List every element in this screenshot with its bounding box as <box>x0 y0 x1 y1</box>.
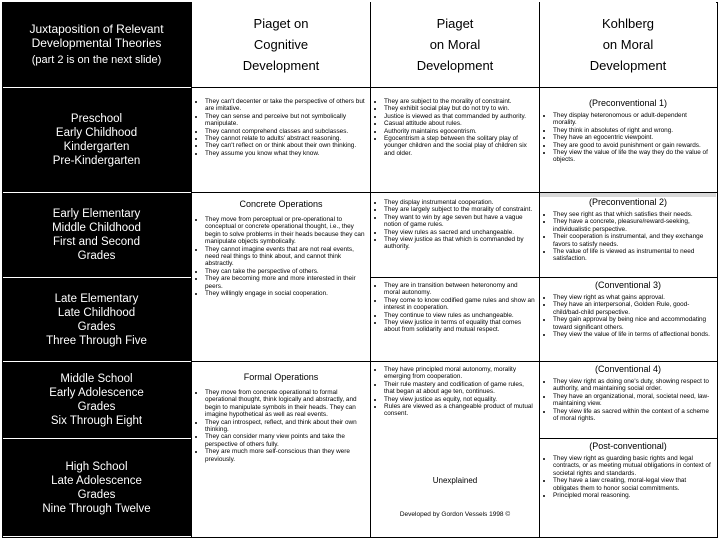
list-item: • Rules are viewed as a changeable product of mutual consent. <box>384 403 535 418</box>
list-item: • They have an egocentric viewpoint. <box>553 134 712 141</box>
list-item: • They view justice as equity, not equality. <box>384 396 535 403</box>
list-item: • They can't decenter or take the perspective of others but are imitative. <box>205 98 366 113</box>
stage-line: Six Through Eight <box>50 415 143 427</box>
kohlberg-stage4 <box>540 362 716 438</box>
piaget-moral-row1 <box>371 96 539 192</box>
concrete-title: Concrete Operations <box>239 199 323 209</box>
stage-late-elementary <box>2 278 191 361</box>
stage-line: High School <box>65 460 128 473</box>
stage-line: Grades <box>77 320 116 333</box>
list-item: • They are subject to the morality of constraint. <box>384 98 535 105</box>
unexplained-label: Unexplained <box>432 476 478 485</box>
table-note: (part 2 is on the next slide) <box>31 54 162 66</box>
piaget-moral-row4 <box>371 364 539 436</box>
list-item: • They assume you know what they know. <box>205 150 366 157</box>
kohlberg-stage4-title: (Conventional 4) <box>594 364 662 374</box>
list-item: • Their cooperation is instrumental, and they exchange favors to satisfy needs. <box>553 233 712 248</box>
list-item: • They display instrumental cooperation. <box>384 199 535 206</box>
piaget-moral-row3 <box>371 280 539 361</box>
list-item: • They display heteronomous or adult-dependent morality. <box>553 112 712 127</box>
stage-high-school <box>2 439 191 536</box>
kohlberg-stage5 <box>540 439 716 536</box>
header-piaget-line3: Development <box>416 58 494 73</box>
list-item: • They view life as sacred within the context of a scheme of moral rights. <box>553 408 712 423</box>
stage-line: Late Childhood <box>57 306 136 319</box>
list-item: • They have an organizational, moral, societal need, law-maintaining view. <box>553 393 712 408</box>
list-item: • Justice is viewed as that commanded by authority. <box>384 113 535 120</box>
list-item: • They are becoming more and more interested in their peers. <box>205 275 366 290</box>
list-item: • They view right as guarding basic rights and legal contracts, or as meeting mutual obligations in context of societal rights and standards. <box>553 455 712 477</box>
kohlberg-stage3-title: (Conventional 3) <box>594 280 662 290</box>
stage-line: First and Second <box>53 236 140 248</box>
list-item: • They can't reflect on or think about their own thinking. <box>205 142 366 149</box>
stage-line: Middle Childhood <box>52 222 141 234</box>
stage-early-elementary <box>2 193 191 277</box>
stage-line: Nine Through Twelve <box>42 502 151 515</box>
formal-title: Formal Operations <box>243 372 319 382</box>
grid-line <box>191 192 718 193</box>
stage-line: Grades <box>77 250 116 262</box>
list-item: • Principled moral reasoning. <box>553 492 712 499</box>
piaget-moral-row2 <box>371 197 539 277</box>
list-item: • They are largely subject to the morality of constraint. <box>384 206 535 213</box>
list-item: • They are much more self-conscious than they were previously. <box>205 448 366 463</box>
kohlberg-stage2-title: (Preconventional 2) <box>588 197 668 207</box>
list-item: • They view the value of life in terms of affectional bonds. <box>553 331 712 338</box>
stage-line: Pre-Kindergarten <box>52 155 141 167</box>
list-item: • They can introspect, reflect, and think about their own thinking. <box>205 419 366 434</box>
list-item: • They view rules as sacred and unchangeable. <box>384 229 535 236</box>
list-item: • They have principled moral autonomy, morality emerging from cooperation. <box>384 366 535 381</box>
grid-line <box>191 87 718 88</box>
stage-line: Early Elementary <box>52 208 141 220</box>
cognitive-concrete <box>192 197 370 361</box>
cognitive-formal <box>192 370 370 536</box>
list-item: • They view right as what gains approval. <box>553 294 712 301</box>
grid-line <box>191 361 370 362</box>
list-item: • They cannot relate to adults' abstract reasoning. <box>205 135 366 142</box>
list-item: • They view the value of life the way they do the value of objects. <box>553 149 712 164</box>
header-kohlberg-line1: Kohlberg <box>601 16 655 31</box>
header-piaget-line1: Piaget <box>436 16 474 31</box>
stage-line: Three Through Five <box>46 334 147 347</box>
kohlberg-stage5-title: (Post-conventional) <box>589 441 667 451</box>
list-item: • Their rule mastery and codification of game rules, that began at about age ten, continues. <box>384 381 535 396</box>
list-item: • They cannot comprehend classes and subclasses. <box>205 128 366 135</box>
list-item: • They have an interpersonal, Golden Rule, good-child/bad-child perspective. <box>553 301 712 316</box>
header-piaget-line2: on Moral <box>429 37 481 52</box>
list-item: • They move from concrete operational to formal operational thought, think logically and abstractly, and begin to manipulate symbols in their heads. They can imagine hypothetical as well as real events. <box>205 389 366 419</box>
header-cognitive-line1: Piaget on <box>253 16 309 31</box>
list-item: • They have a law creating, moral-legal view that obligates them to honor social commitments. <box>553 477 712 492</box>
stage-preschool <box>2 88 191 192</box>
kohlberg-stage1-title: (Preconventional 1) <box>588 98 668 108</box>
table-title: Juxtaposition of Relevant Developmental Theories <box>29 22 164 50</box>
list-item: • They gain approval by being nice and accommodating toward significant others. <box>553 316 712 331</box>
list-item: • They can sense and perceive but not symbolically manipulate. <box>205 113 366 128</box>
kohlberg-stage2 <box>540 195 716 277</box>
table-title-cell <box>2 2 191 87</box>
stage-line: Preschool <box>70 113 123 125</box>
header-cognitive-line2: Cognitive <box>253 37 309 52</box>
stage-line: Grades <box>77 488 116 501</box>
list-item: • They are in transition between heteronomy and moral autonomy. <box>384 282 535 297</box>
stage-line: Kindergarten <box>63 141 130 153</box>
list-item: • They think in absolutes of right and wrong. <box>553 127 712 134</box>
header-cognitive-line3: Development <box>242 58 320 73</box>
header-kohlberg <box>540 2 716 87</box>
stage-line: Early Adolescence <box>49 387 144 399</box>
header-cognitive <box>192 2 370 87</box>
list-item: • They exhibit social play but do not try to win. <box>384 105 535 112</box>
list-item: • They cannot imagine events that are not real events, need real things to think about, and cannot think abstractly. <box>205 246 366 268</box>
header-kohlberg-line2: on Moral <box>602 37 654 52</box>
list-item: • They willingly engage in social cooperation. <box>205 290 366 297</box>
list-item: • They can consider many view points and take the perspective of others fully. <box>205 433 366 448</box>
list-item: • They view justice in terms of equality that comes about from solidarity and mutual respect. <box>384 319 535 334</box>
stage-middle-school <box>2 362 191 438</box>
header-piaget-moral <box>371 2 539 87</box>
list-item: • They come to know codified game rules and show an interest in cooperation. <box>384 297 535 312</box>
header-kohlberg-line3: Development <box>589 58 667 73</box>
stage-line: Late Adolescence <box>51 474 142 487</box>
list-item: • They continue to view rules as unchangeable. <box>384 312 535 319</box>
credit-text: Developed by Gordon Vessels 1998 © <box>399 511 511 518</box>
list-item: • They move from perceptual or pre-operational to conceptual or concrete operational thought, i.e., they begin to solve problems in their heads because they can manipulate objects symbolically. <box>205 216 366 246</box>
stage-line: Grades <box>77 401 116 413</box>
list-item: • They can take the perspective of others. <box>205 268 366 275</box>
list-item: • They have a concrete, pleasure/reward-seeking, individualistic perspective. <box>553 218 712 233</box>
list-item: • They view right as doing one's duty, showing respect to authority, and maintaining social order. <box>553 378 712 393</box>
list-item: • Authority maintains egocentrism. <box>384 128 535 135</box>
stage-line: Middle School <box>60 373 133 385</box>
kohlberg-stage3 <box>540 278 716 361</box>
list-item: • They see right as that which satisfies their needs. <box>553 211 712 218</box>
stage-line: Late Elementary <box>54 292 139 305</box>
list-item: • Egocentrism a step between the solitary play of younger children and the social play of children six and older. <box>384 135 535 157</box>
kohlberg-stage1 <box>540 96 716 192</box>
stage-line: Early Childhood <box>55 127 138 139</box>
list-item: • They want to win by age seven but have a vague notion of game rules. <box>384 214 535 229</box>
list-item: • They are good to avoid punishment or gain rewards. <box>553 142 712 149</box>
list-item: • The value of life is viewed as instrumental to need satisfaction. <box>553 248 712 263</box>
list-item: • Casual attitude about rules. <box>384 120 535 127</box>
cognitive-preoperational <box>192 96 370 192</box>
list-item: • They view justice as that which is commanded by authority. <box>384 236 535 251</box>
